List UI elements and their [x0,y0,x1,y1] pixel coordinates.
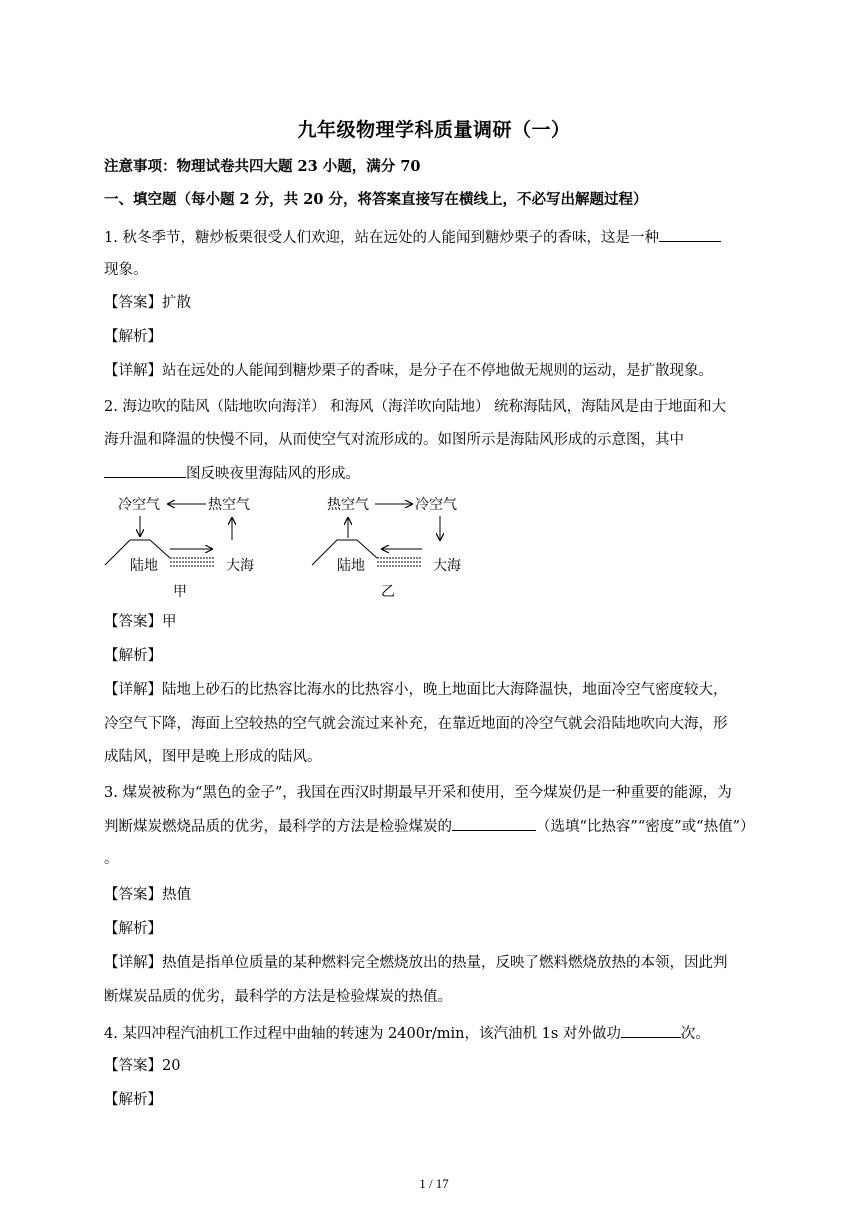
question-3-line-2 [104,816,784,837]
question-3-line-1: 3. 煤炭被称为“黑色的金子”，我国在西汉时期最早开采和使用，至今煤炭仍是一种重要的能源，为 [104,785,732,801]
question-1-detail: 【详解】站在远处的人能闻到糖炒栗子的香味，是分子在不停地做无规则的运动，是扩散现象。 [104,363,713,379]
notice: 注意事项：物理试卷共四大题 23 小题，满分 70 [104,158,421,175]
page-number: 1 / 17 [419,1176,449,1191]
question-2-detail-3: 成陆风，图甲是晚上形成的陆风。 [104,749,322,765]
question-3-options: （选填“比热容”“密度”或“热值”） [536,819,755,835]
jia-land-label: 陆地 [130,558,158,574]
question-3-analysis: 【解析】 [104,921,162,937]
question-1-line-1 [104,227,784,248]
yi-land-label: 陆地 [337,558,365,574]
diagram-yi [312,496,461,600]
question-4-answer: 【答案】20 [104,1058,181,1074]
yi-hot-air-label: 热空气 [327,497,369,513]
question-4-text: 4. 某四冲程汽油机工作过程中曲轴的转速为 2400r/min，该汽油机 1s 对外做功 [104,1026,621,1042]
question-3-detail-2: 断煤炭品质的优劣，最科学的方法是检验煤炭的热值。 [104,989,452,1005]
page-title: 九年级物理学科质量调研（一） [297,119,571,141]
answer-blank [452,816,536,831]
question-2-analysis: 【解析】 [104,648,162,664]
answer-blank [659,227,721,242]
question-4-line-1 [104,1023,784,1044]
question-1-text: 1. 秋冬季节，糖炒板栗很受人们欢迎，站在远处的人能闻到糖炒栗子的香味，这是一种 [104,230,659,246]
question-2-text: 图反映夜里海陆风的形成。 [186,466,360,482]
question-1-answer: 【答案】扩散 [104,295,191,311]
question-1-analysis: 【解析】 [104,329,162,345]
sea-land-breeze-diagram [100,490,480,605]
jia-cold-air-label: 冷空气 [118,497,160,513]
question-2-line-2: 海升温和降温的快慢不同，从而使空气对流形成的。如图所示是海陆风形成的示意图，其中 [104,432,684,448]
question-2-detail-2: 冷空气下降，海面上空较热的空气就会流过来补充，在靠近地面的冷空气就会沿陆地吹向大海，形 [104,716,728,732]
question-3-text: 判断煤炭燃烧品质的优劣，最科学的方法是检验煤炭的 [104,819,452,835]
yi-label: 乙 [381,584,395,600]
section-heading: 一、填空题（每小题 2 分，共 20 分，将答案直接写在横线上，不必写出解题过程） [104,191,648,208]
question-3-line-3: 。 [104,851,119,867]
question-3-answer: 【答案】热值 [104,887,191,903]
answer-blank [104,463,186,478]
jia-label: 甲 [173,584,187,600]
question-1-line-2: 现象。 [104,262,148,278]
question-2-detail-1: 【详解】陆地上砂石的比热容比海水的比热容小，晚上地面比大海降温快，地面冷空气密度较大， [104,682,728,698]
answer-blank [621,1023,681,1038]
question-4-analysis: 【解析】 [104,1092,162,1108]
question-2-line-3 [104,463,784,484]
question-4-text-end: 次。 [680,1026,710,1042]
diagram-jia [105,496,254,600]
question-2-answer: 【答案】甲 [104,614,177,630]
jia-hot-air-label: 热空气 [208,497,250,513]
question-3-detail-1: 【详解】热值是指单位质量的某种燃料完全燃烧放出的热量，反映了燃料燃烧放热的本领，因此判 [104,955,728,971]
jia-sea-label: 大海 [226,558,254,574]
yi-cold-air-label: 冷空气 [415,497,457,513]
yi-sea-label: 大海 [433,558,461,574]
question-2-line-1: 2. 海边吹的陆风（陆地吹向海洋） 和海风（海洋吹向陆地） 统称海陆风，海陆风是由于地面和大 [104,399,727,415]
